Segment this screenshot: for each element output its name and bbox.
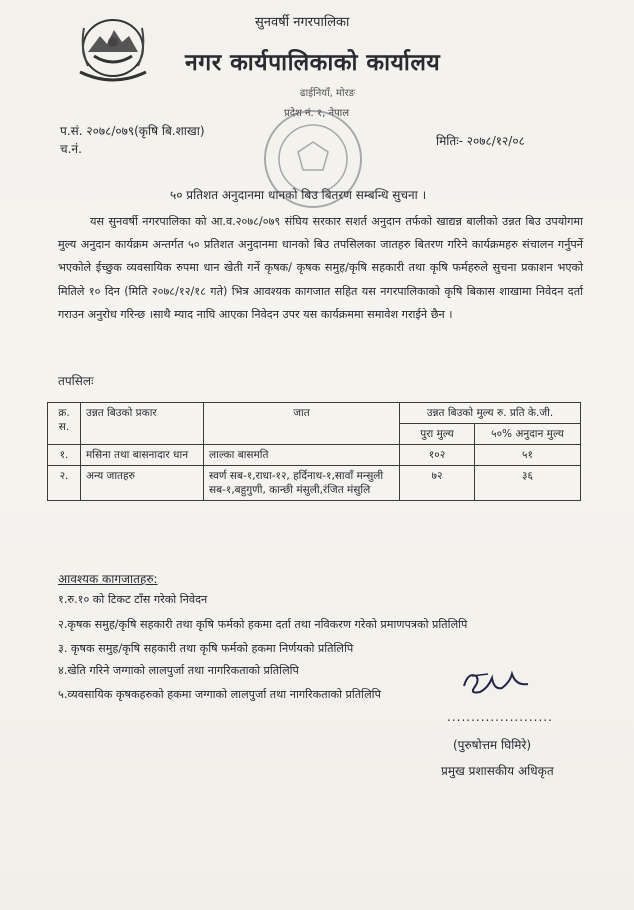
- seed-price-table: [47, 402, 581, 501]
- table-row: [48, 466, 581, 501]
- row-variety: लाल्का बासमति: [204, 445, 400, 466]
- row-type: मसिना तथा बासनादार धान: [81, 445, 204, 466]
- nepal-emblem-icon: [74, 12, 152, 88]
- row-sn: १.: [48, 445, 81, 466]
- signatory-designation: प्रमुख प्रशासकीय अधिकृत: [441, 764, 554, 778]
- col-header-sn: क्र. स.: [48, 403, 81, 445]
- details-label: तपसिलः: [58, 374, 94, 388]
- notice-body: [58, 210, 583, 326]
- office-title: नगर कार्यपालिकाको कार्यालय: [185, 50, 441, 76]
- row-variety: स्वर्ण सब-१,राधा-१२, हर्दिनाथ-१,सावाँ मन्सुली सब-१,बहुगुणी, कान्छी मंसुली,रंजित मंसुलि: [204, 466, 400, 501]
- signatory-name: (पुरुषोत्तम घिमिरे): [453, 738, 532, 752]
- document-item: २.कृषक समुह/कृषि सहकारी तथा कृषि फर्मको हकमा दर्ता तथा नविकरण गरेको प्रमाणपत्रको प्रतिलिपि: [58, 618, 468, 631]
- col-header-subsidy-price: ५०% अनुदान मुल्य: [475, 424, 581, 445]
- document-item: ४.खेति गरिने जग्गाको लालपुर्जा तथा नागरिकताको प्रतिलिपि: [58, 664, 299, 677]
- documents-heading: आवश्यक कागजातहरु:: [58, 572, 158, 586]
- row-type: अन्य जातहरु: [81, 466, 204, 501]
- handwritten-signature-icon: [458, 664, 538, 704]
- col-header-price: उन्नत बिउको मुल्य रु. प्रति के.जी.: [400, 403, 581, 424]
- office-address: ढाईनियाँ, मोरङ: [300, 88, 356, 99]
- row-subsidy-price: ३६: [475, 466, 581, 501]
- municipality-name: सुनवर्षी नगरपालिका: [255, 15, 350, 30]
- table-row: [48, 445, 581, 466]
- notice-subject: ५० प्रतिशत अनुदानमा धानको बिउ बितरण सम्बन्धि सुचना ।: [170, 188, 427, 202]
- body-paragraph: यस सुनवर्षी नगरपालिका को आ.व.२०७८/०७९ संघिय सरकार सशर्त अनुदान तर्फको खाद्यन्न बालीको उन्नत बिउ उपयोगमा मुल्य अनुदान कार्यक्रम अन्तर्गत ५० प्रतिशत अनुदानमा धानको बिउ तपसिलका जातहरु बितरण गरिने कार्यक्रमहरु संचालन गर्नुपर्ने भएकोले ईच्छुक व्यवसायिक रुपमा धान खेती गर्ने कृषक/ कृषक समुह/कृषि सहकारी तथा कृषि फर्महरुले सुचना प्रकाशन भएको मितिले १० दिन (मिति २०७८/१२/१८ गते) भित्र आवश्यक कागजात सहित यस नगरपालिकाको कृषि बिकास शाखामा निवेदन दर्ता गराउन अनुरोध गरिन्छ ।साथै म्याद नाघि आएका निवेदन उपर यस कार्यक्रममा समावेश गराईने छैन ।: [58, 215, 583, 321]
- col-header-full-price: पुरा मुल्य: [400, 424, 475, 445]
- row-subsidy-price: ५१: [475, 445, 581, 466]
- col-header-type: उन्नत बिउको प्रकार: [81, 403, 204, 445]
- dispatch-number: च.नं.: [60, 142, 82, 156]
- signature-line: ......................: [447, 710, 553, 724]
- row-sn: २.: [48, 466, 81, 501]
- document-item: १.रु.१० को टिकट टाँस गरेको निवेदन: [58, 593, 208, 606]
- document-item: ५.व्यवसायिक कृषकहरुको हकमा जग्गाको लालपुर्जा तथा नागरिकताको प्रतिलिपि: [58, 688, 381, 701]
- office-province: प्रदेश नं. १, नेपाल: [284, 108, 350, 119]
- document-item: ३. कृषक समुह/कृषि सहकारी तथा कृषि फर्मको हकमा निर्णयको प्रतिलिपि: [58, 642, 354, 655]
- notice-date: मितिः- २०७८/१२/०८: [436, 134, 525, 148]
- row-full-price: १०२: [400, 445, 475, 466]
- row-full-price: ७२: [400, 466, 475, 501]
- col-header-variety: जात: [204, 403, 400, 445]
- reference-number: प.सं. २०७८/०७९(कृषि बि.शाखा): [60, 124, 205, 138]
